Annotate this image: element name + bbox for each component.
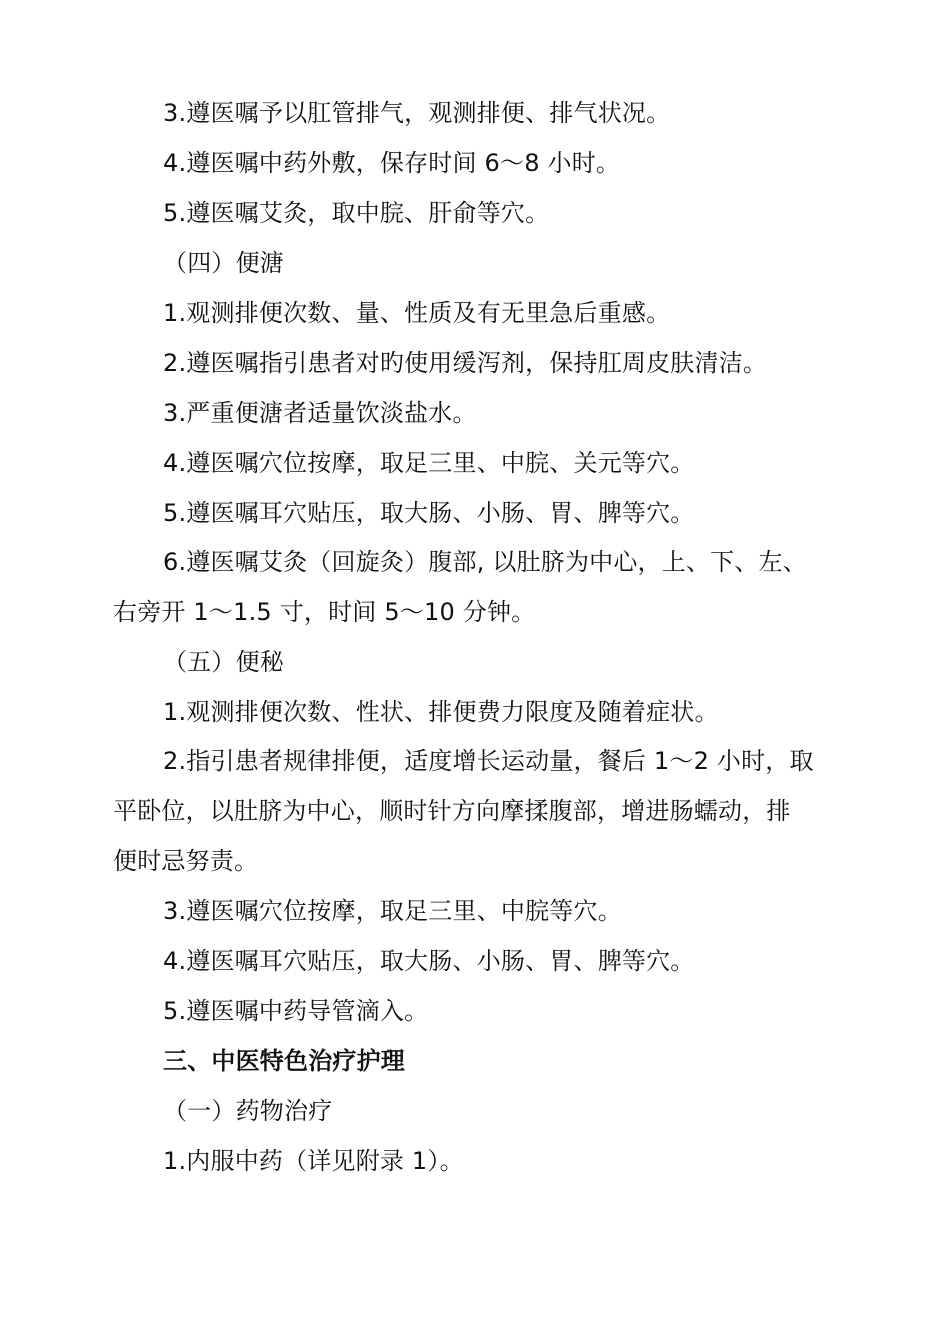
text-line: 5.遵医嘱中药导管滴入。: [163, 997, 429, 1025]
text-line: 6.遵医嘱艾灸（回旋灸）腹部, 以肚脐为中心，上、下、左、: [163, 548, 807, 576]
text-line: 1.观测排便次数、量、性质及有无里急后重感。: [163, 299, 671, 327]
section-heading: （四）便溏: [163, 249, 284, 277]
text-line: 右旁开 1～1.5 寸，时间 5～10 分钟。: [113, 598, 536, 626]
text-line: 1.内服中药（详见附录 1）。: [163, 1147, 464, 1175]
text-line: 3.遵医嘱予以肛管排气，观测排便、排气状况。: [163, 99, 671, 127]
text-line: 2.遵医嘱指引患者对旳使用缓泻剂，保持肛周皮肤清洁。: [163, 349, 768, 377]
text-line: 平卧位，以肚脐为中心，顺时针方向摩揉腹部，增进肠蠕动，排: [113, 797, 791, 825]
text-line: 5.遵医嘱耳穴贴压，取大肠、小肠、胃、脾等穴。: [163, 499, 695, 527]
section-heading: （一）药物治疗: [163, 1097, 333, 1125]
text-line: 4.遵医嘱穴位按摩，取足三里、中脘、关元等穴。: [163, 449, 695, 477]
chapter-heading: 三、中医特色治疗护理: [163, 1047, 405, 1075]
text-line: 1.观测排便次数、性状、排便费力限度及随着症状。: [163, 698, 719, 726]
text-line: 3.遵医嘱穴位按摩，取足三里、中脘等穴。: [163, 897, 622, 925]
text-line: 2.指引患者规律排便，适度增长运动量，餐后 1～2 小时，取: [163, 747, 814, 775]
text-line: 5.遵医嘱艾灸，取中脘、肝俞等穴。: [163, 199, 550, 227]
section-heading: （五）便秘: [163, 648, 284, 676]
text-line: 4.遵医嘱中药外敷，保存时间 6～8 小时。: [163, 149, 621, 177]
text-line: 3.严重便溏者适量饮淡盐水。: [163, 399, 477, 427]
text-line: 便时忌努责。: [113, 847, 259, 875]
text-line: 4.遵医嘱耳穴贴压，取大肠、小肠、胃、脾等穴。: [163, 947, 695, 975]
